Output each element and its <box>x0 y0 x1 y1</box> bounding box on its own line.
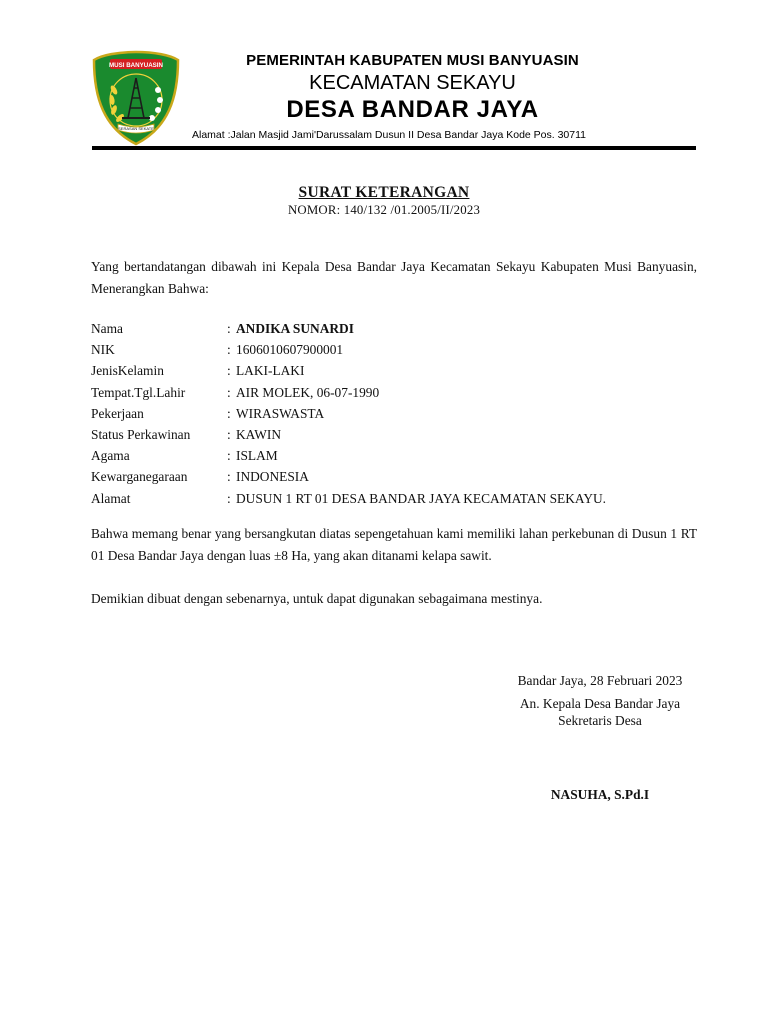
field-value: AIR MOLEK, 06-07-1990 <box>236 384 380 400</box>
village-name: DESA BANDAR JAYA <box>286 96 539 123</box>
signature-role-line1: An. Kepala Desa Bandar Jaya <box>519 696 681 711</box>
field-colon: : <box>227 405 231 421</box>
field-label: Alamat <box>91 490 131 506</box>
signature-role <box>480 695 720 729</box>
identity-row-address <box>91 488 697 509</box>
field-label: NIK <box>91 342 115 358</box>
signature-place-date: Bandar Jaya, 28 Februari 2023 <box>517 673 683 688</box>
field-label: Status Perkawinan <box>91 426 191 442</box>
identity-row-nik <box>91 339 697 360</box>
field-colon: : <box>227 363 231 379</box>
signature-role-line2: Sekretaris Desa <box>558 713 642 728</box>
letterhead-address: Alamat :Jalan Masjid Jami'Darussalam Dusun II Desa Bandar Jaya Kode Pos. 30711 <box>192 129 587 141</box>
field-colon: : <box>227 384 231 400</box>
letterhead-divider <box>92 146 696 150</box>
identity-row-occupation <box>91 403 697 424</box>
closing-paragraph: Demikian dibuat dengan sebenarnya, untuk dapat digunakan sebagaimana mestinya. <box>91 591 543 606</box>
field-label: Kewarganegaraan <box>91 469 188 485</box>
identity-row-nama <box>91 318 697 339</box>
field-label: Pekerjaan <box>91 405 144 421</box>
field-label: Nama <box>91 321 123 336</box>
district-emblem-logo <box>92 50 180 146</box>
identity-row-citizenship <box>91 466 697 487</box>
field-value: KAWIN <box>236 426 282 442</box>
identity-row-birth <box>91 382 697 403</box>
field-colon: : <box>227 448 231 464</box>
field-value: WIRASWASTA <box>236 405 325 421</box>
field-value: ISLAM <box>236 448 278 464</box>
field-label: Agama <box>91 448 130 464</box>
field-value: LAKI-LAKI <box>236 363 305 379</box>
identity-row-marital <box>91 424 697 445</box>
government-name: PEMERINTAH KABUPATEN MUSI BANYUASIN <box>246 52 579 69</box>
document-title: SURAT KETERANGAN <box>298 184 470 201</box>
field-colon: : <box>227 426 231 442</box>
field-colon: : <box>227 469 231 485</box>
logo-banner-text: MUSI BANYUASIN <box>109 62 163 69</box>
field-value: DUSUN 1 RT 01 DESA BANDAR JAYA KECAMATAN SEKAYU. <box>236 490 607 506</box>
field-value: ANDIKA SUNARDI <box>236 321 354 336</box>
field-colon: : <box>227 342 231 358</box>
logo-ribbon-text: SERASAN SEKATE <box>118 126 154 131</box>
intro-paragraph: Yang bertandatangan dibawah ini Kepala Desa Bandar Jaya Kecamatan Sekayu Kabupaten Musi Banyuasin, Menerangkan Bahwa: <box>91 259 697 296</box>
subdistrict-name: KECAMATAN SEKAYU <box>309 72 516 94</box>
field-value: INDONESIA <box>236 469 309 485</box>
field-colon: : <box>227 321 231 336</box>
field-colon: : <box>227 490 231 506</box>
letterhead-text <box>190 52 635 125</box>
field-value: 1606010607900001 <box>236 342 344 358</box>
document-number: NOMOR: 140/132 /01.2005/II/2023 <box>287 203 481 217</box>
statement-paragraph: Bahwa memang benar yang bersangkutan diatas sepengetahuan kami memiliki lahan perkebunan di Dusun 1 RT 01 Desa Bandar Jaya dengan luas ±8 Ha, yang akan ditanami kelapa sawit. <box>91 526 697 563</box>
signatory-name: NASUHA, S.Pd.I <box>550 787 650 802</box>
identity-table <box>91 318 697 509</box>
identity-row-gender <box>91 360 697 381</box>
field-label: Tempat.Tgl.Lahir <box>91 384 186 400</box>
identity-row-religion <box>91 445 697 466</box>
field-label: JenisKelamin <box>91 363 164 379</box>
